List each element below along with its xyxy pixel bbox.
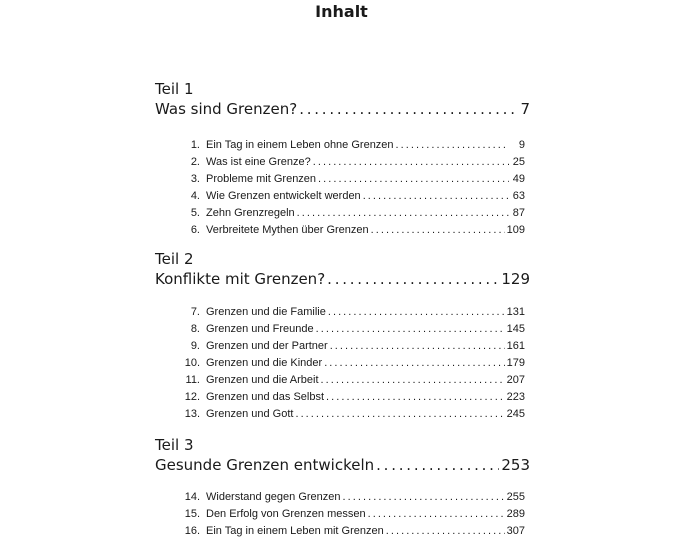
chapter-number: 5.: [190, 207, 200, 219]
chapter-page: 289: [506, 508, 525, 520]
chapter-title: Grenzen und die Familie: [206, 306, 326, 318]
dot-leader: [343, 489, 505, 506]
dot-leader: [318, 171, 509, 188]
chapter-title: Probleme mit Grenzen: [206, 173, 317, 185]
chapter-page: 109: [506, 224, 525, 236]
part-label: Teil 3: [155, 436, 194, 454]
dot-leader: [313, 154, 509, 171]
dot-leader: [386, 523, 505, 540]
dot-leader: [330, 338, 505, 355]
dot-leader: [299, 98, 518, 120]
part-1: [155, 80, 530, 120]
chapter-number: 11.: [185, 374, 200, 386]
chapter-entry[interactable]: [180, 372, 525, 389]
chapter-entry[interactable]: [180, 205, 525, 222]
chapter-list: [180, 304, 525, 423]
chapter-title: Was ist eine Grenze?: [206, 156, 311, 168]
chapter-entry[interactable]: [180, 355, 525, 372]
chapter-entry[interactable]: [180, 137, 525, 154]
chapter-title: Widerstand gegen Grenzen: [206, 491, 341, 503]
dot-leader: [324, 355, 504, 372]
chapter-number: 8.: [190, 323, 200, 335]
chapter-number: 7.: [190, 306, 200, 318]
chapter-entry[interactable]: [180, 304, 525, 321]
part-title-row[interactable]: [155, 268, 530, 290]
chapter-title: Den Erfolg von Grenzen messen: [206, 508, 366, 520]
chapter-page: 207: [506, 374, 525, 386]
chapter-entry[interactable]: [180, 171, 525, 188]
part-page: 7: [520, 100, 530, 118]
chapter-number: 14.: [184, 491, 200, 503]
chapter-entry[interactable]: [180, 321, 525, 338]
chapter-page: 223: [506, 391, 525, 403]
chapter-number: 1.: [190, 139, 200, 151]
chapter-entry[interactable]: [180, 154, 525, 171]
chapter-entry[interactable]: [180, 188, 525, 205]
dot-leader: [396, 137, 509, 154]
chapter-page: 245: [506, 408, 525, 420]
chapter-number: 12.: [184, 391, 200, 403]
chapter-entry[interactable]: [180, 389, 525, 406]
chapter-title: Grenzen und der Partner: [206, 340, 328, 352]
chapter-title: Ein Tag in einem Leben mit Grenzen: [206, 525, 384, 537]
part-2: [155, 250, 530, 290]
part-title-row[interactable]: [155, 98, 530, 120]
part-title-row[interactable]: [155, 454, 530, 476]
part-title: Was sind Grenzen?: [155, 100, 298, 118]
dot-leader: [376, 454, 499, 476]
chapter-title: Grenzen und die Kinder: [206, 357, 323, 369]
chapter-number: 13.: [184, 408, 200, 420]
chapter-entry[interactable]: [180, 222, 525, 239]
chapter-title: Ein Tag in einem Leben ohne Grenzen: [206, 139, 394, 151]
dot-leader: [326, 389, 505, 406]
chapter-page: 63: [512, 190, 525, 202]
dot-leader: [327, 268, 499, 290]
dot-leader: [321, 372, 505, 389]
chapter-page: 161: [506, 340, 525, 352]
dot-leader: [368, 506, 505, 523]
part-title: Konflikte mit Grenzen?: [155, 270, 326, 288]
chapter-entry[interactable]: [180, 506, 525, 523]
dot-leader: [328, 304, 505, 321]
chapter-page: 25: [512, 156, 525, 168]
chapter-title: Wie Grenzen entwickelt werden: [206, 190, 361, 202]
part-page: 129: [501, 270, 530, 288]
chapter-title: Grenzen und Gott: [206, 408, 294, 420]
chapter-list: [180, 489, 525, 540]
chapter-entry[interactable]: [180, 338, 525, 355]
chapter-entry[interactable]: [180, 406, 525, 423]
chapter-page: 145: [506, 323, 525, 335]
chapter-page: 307: [506, 525, 525, 537]
chapter-number: 2.: [190, 156, 200, 168]
chapter-page: 49: [512, 173, 525, 185]
chapter-page: 255: [506, 491, 525, 503]
chapter-list: [180, 137, 525, 239]
chapter-entry[interactable]: [180, 489, 525, 506]
chapter-page: 87: [512, 207, 525, 219]
chapter-number: 16.: [184, 525, 200, 537]
dot-leader: [316, 321, 505, 338]
chapter-title: Verbreitete Mythen über Grenzen: [206, 224, 369, 236]
chapter-page: 9: [518, 139, 525, 151]
chapter-title: Grenzen und die Arbeit: [206, 374, 319, 386]
dot-leader: [371, 222, 505, 239]
part-label: Teil 2: [155, 250, 194, 268]
chapter-entry[interactable]: [180, 523, 525, 540]
chapter-title: Zehn Grenzregeln: [206, 207, 295, 219]
page-title: Inhalt: [315, 2, 368, 21]
chapter-title: Grenzen und Freunde: [206, 323, 314, 335]
chapter-number: 4.: [190, 190, 200, 202]
part-page: 253: [501, 456, 530, 474]
dot-leader: [297, 205, 509, 222]
chapter-title: Grenzen und das Selbst: [206, 391, 325, 403]
dot-leader: [363, 188, 509, 205]
chapter-number: 10.: [184, 357, 200, 369]
part-title: Gesunde Grenzen entwickeln: [155, 456, 375, 474]
dot-leader: [295, 406, 504, 423]
chapter-page: 179: [506, 357, 525, 369]
chapter-number: 6.: [190, 224, 200, 236]
chapter-page: 131: [506, 306, 525, 318]
chapter-number: 3.: [190, 173, 200, 185]
part-label: Teil 1: [155, 80, 194, 98]
chapter-number: 9.: [190, 340, 200, 352]
chapter-number: 15.: [184, 508, 200, 520]
part-3: [155, 436, 530, 476]
